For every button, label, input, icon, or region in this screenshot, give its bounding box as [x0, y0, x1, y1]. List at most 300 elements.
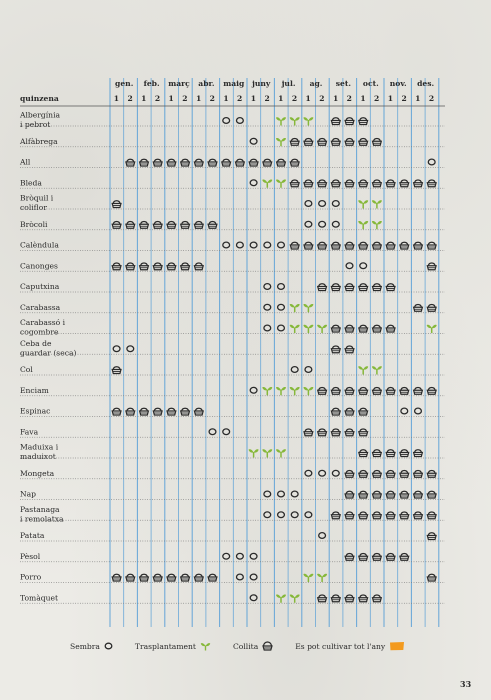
- crop-name: coliflor: [20, 203, 47, 212]
- legend-tot-any-label: Es pot cultivar tot l'any: [295, 641, 386, 651]
- seed-circle-icon: [305, 512, 312, 518]
- half-label: 2: [182, 94, 188, 103]
- harvest-basket-icon: [414, 242, 423, 249]
- seedling-icon: [358, 221, 368, 229]
- month-label: juny: [252, 79, 271, 88]
- harvest-basket-icon: [263, 159, 272, 166]
- harvest-basket-icon: [112, 201, 121, 208]
- harvest-basket-icon: [290, 180, 299, 187]
- crop-name: Bleda: [20, 178, 42, 188]
- harvest-basket-icon: [386, 242, 395, 249]
- harvest-basket-icon: [359, 491, 368, 498]
- seed-circle-icon: [250, 180, 257, 186]
- legend-trasplantament: [135, 641, 211, 651]
- seed-circle-icon: [250, 553, 257, 559]
- harvest-basket-icon: [140, 263, 149, 270]
- harvest-basket-icon: [140, 159, 149, 166]
- harvest-basket-icon: [331, 595, 340, 602]
- harvest-basket-icon: [277, 159, 286, 166]
- harvest-basket-icon: [153, 221, 162, 228]
- harvest-basket-icon: [167, 263, 176, 270]
- harvest-basket-icon: [427, 470, 436, 477]
- harvest-basket-icon: [208, 221, 217, 228]
- harvest-basket-icon: [345, 242, 354, 249]
- legend-sembra-label: Sembra: [70, 641, 100, 651]
- year-round-swatch-icon: [389, 641, 405, 651]
- crop-name: Carabassó i: [20, 318, 66, 327]
- harvest-basket-icon: [359, 450, 368, 457]
- harvest-basket-icon: [414, 304, 423, 311]
- harvest-basket-icon: [181, 574, 190, 581]
- harvest-basket-icon: [414, 180, 423, 187]
- harvest-basket-icon: [345, 387, 354, 394]
- harvest-basket-icon: [331, 512, 340, 519]
- legend-trasplantament-label: Trasplantament: [134, 641, 196, 651]
- harvest-basket-icon: [386, 491, 395, 498]
- harvest-basket-icon: [167, 159, 176, 166]
- seed-circle-icon: [264, 512, 271, 518]
- half-label: 1: [360, 94, 366, 103]
- seed-circle-icon: [415, 408, 422, 414]
- harvest-basket-icon: [359, 470, 368, 477]
- harvest-basket-icon: [373, 553, 382, 560]
- crop-name: Col: [20, 365, 33, 375]
- seedling-icon: [262, 449, 272, 457]
- harvest-basket-icon: [359, 408, 368, 415]
- harvest-basket-icon: [331, 180, 340, 187]
- harvest-basket-icon: [359, 553, 368, 560]
- seed-circle-icon: [278, 284, 285, 290]
- seedling-icon: [290, 594, 300, 602]
- harvest-basket-icon: [359, 284, 368, 291]
- harvest-basket-icon: [359, 325, 368, 332]
- harvest-basket-icon: [373, 387, 382, 394]
- seed-circle-icon: [264, 242, 271, 248]
- seedling-icon: [262, 179, 272, 187]
- harvest-basket-icon: [345, 346, 354, 353]
- half-label: 1: [332, 94, 339, 103]
- seed-circle-icon: [237, 553, 244, 559]
- crop-name: guardar (seca): [20, 348, 77, 358]
- harvest-basket-icon: [345, 408, 354, 415]
- harvest-basket-icon: [386, 284, 395, 291]
- harvest-basket-icon: [236, 159, 245, 166]
- seed-circle-icon: [278, 491, 285, 497]
- harvest-basket-icon: [427, 574, 436, 581]
- harvest-basket-icon: [126, 159, 135, 166]
- crop-name: Albergínia: [20, 110, 61, 120]
- seedling-icon: [303, 574, 313, 582]
- quinzena-label: quinzena: [20, 94, 59, 103]
- harvest-basket-icon: [208, 159, 217, 166]
- harvest-basket-icon: [427, 512, 436, 519]
- harvest-basket-icon: [386, 387, 395, 394]
- harvest-basket-icon: [400, 553, 409, 560]
- seed-circle-icon: [291, 367, 298, 373]
- harvest-basket-icon: [331, 325, 340, 332]
- harvest-basket-icon: [331, 429, 340, 436]
- seed-circle-icon: [209, 429, 216, 435]
- seed-circle-icon: [305, 367, 312, 373]
- seed-circle-icon: [305, 201, 312, 207]
- month-label: gen.: [115, 79, 134, 88]
- harvest-basket-icon: [359, 118, 368, 125]
- crop-name: Patata: [20, 531, 45, 541]
- harvest-basket-icon: [427, 180, 436, 187]
- seed-circle-icon: [401, 408, 408, 414]
- harvest-basket-icon: [386, 470, 395, 477]
- seed-circle-icon: [264, 491, 271, 497]
- harvest-basket-icon: [414, 512, 423, 519]
- half-label: 1: [195, 94, 202, 103]
- half-label: 2: [154, 94, 161, 103]
- seed-circle-icon: [250, 574, 257, 580]
- harvest-basket-icon: [318, 180, 327, 187]
- seed-circle-icon: [319, 470, 326, 476]
- seed-circle-icon: [264, 304, 271, 310]
- seed-circle-icon: [332, 201, 339, 207]
- harvest-basket-icon: [373, 138, 382, 145]
- seed-circle-icon: [305, 470, 312, 476]
- seedling-icon: [290, 325, 300, 333]
- legend-tot-any: [295, 641, 405, 651]
- harvest-basket-icon: [112, 221, 121, 228]
- half-label: 1: [387, 94, 394, 103]
- harvest-basket-icon: [331, 346, 340, 353]
- harvest-basket-icon: [112, 574, 121, 581]
- seedling-icon: [249, 449, 259, 457]
- legend: [70, 638, 430, 654]
- half-label: 1: [223, 94, 229, 103]
- harvest-basket-icon: [373, 512, 382, 519]
- harvest-basket-icon: [249, 159, 258, 166]
- month-label: març: [168, 79, 190, 88]
- crop-name: Caputxina: [20, 282, 60, 292]
- seedling-icon: [276, 138, 286, 146]
- crop-name: All: [20, 157, 31, 167]
- harvest-basket-icon: [427, 491, 436, 498]
- half-label: 2: [209, 94, 215, 103]
- harvest-basket-icon: [318, 429, 327, 436]
- harvest-basket-icon: [386, 553, 395, 560]
- seed-circle-icon: [319, 221, 326, 227]
- harvest-basket-icon: [373, 180, 382, 187]
- harvest-basket-icon: [153, 159, 162, 166]
- month-label: set.: [335, 79, 352, 88]
- half-label: 2: [401, 94, 407, 103]
- harvest-basket-icon: [359, 180, 368, 187]
- harvest-basket-icon: [373, 325, 382, 332]
- harvest-basket-icon: [373, 284, 382, 291]
- harvest-basket-icon: [345, 491, 354, 498]
- harvest-basket-icon: [414, 470, 423, 477]
- crop-name: Mongeta: [20, 468, 55, 478]
- crop-name: Tomàquet: [20, 593, 59, 603]
- seedling-icon: [372, 200, 382, 208]
- crop-name: Bròquil i: [20, 193, 54, 203]
- seedling-icon: [276, 594, 286, 602]
- harvest-basket-icon: [345, 284, 354, 291]
- harvest-basket-icon: [126, 574, 135, 581]
- seed-circle-icon: [291, 491, 298, 497]
- seed-circle-icon: [264, 284, 271, 290]
- harvest-basket-icon: [373, 470, 382, 477]
- seedling-icon: [303, 325, 313, 333]
- harvest-basket-icon: [386, 180, 395, 187]
- seedling-icon: [290, 387, 300, 395]
- seed-circle-icon: [278, 304, 285, 310]
- harvest-basket-icon: [345, 512, 354, 519]
- harvest-basket-icon: [194, 221, 203, 228]
- seed-circle-icon: [223, 553, 230, 559]
- harvest-basket-icon: [318, 387, 327, 394]
- seedling-icon: [290, 304, 300, 312]
- seed-circle-icon: [319, 201, 326, 207]
- harvest-basket-icon: [126, 408, 135, 415]
- harvest-basket-icon: [345, 180, 354, 187]
- crop-name: Pèsol: [20, 551, 41, 561]
- harvest-basket-icon: [386, 512, 395, 519]
- harvest-basket-icon: [414, 450, 423, 457]
- seedling-icon: [290, 117, 300, 125]
- seedling-icon: [372, 221, 382, 229]
- harvest-basket-icon: [345, 138, 354, 145]
- seedling-icon: [317, 325, 327, 333]
- harvest-basket-icon: [167, 408, 176, 415]
- harvest-basket-icon: [331, 242, 340, 249]
- harvest-basket-icon: [290, 242, 299, 249]
- harvest-basket-icon: [304, 138, 313, 145]
- harvest-basket-icon: [345, 470, 354, 477]
- half-label: 2: [237, 94, 243, 103]
- seed-circle-icon: [250, 387, 257, 393]
- month-label: feb.: [143, 79, 160, 88]
- harvest-basket-icon: [140, 221, 149, 228]
- seed-circle-icon: [223, 242, 230, 248]
- seed-circle-icon: [332, 221, 339, 227]
- crop-name: Carabassa: [20, 302, 61, 312]
- harvest-basket-icon: [181, 159, 190, 166]
- harvest-basket-icon: [345, 325, 354, 332]
- half-label: 1: [141, 94, 147, 103]
- harvest-basket-icon: [359, 595, 368, 602]
- harvest-basket-icon: [373, 491, 382, 498]
- seedling-icon: [276, 449, 286, 457]
- harvest-basket-icon: [208, 574, 217, 581]
- harvest-basket-icon: [359, 387, 368, 394]
- month-label: nov.: [389, 79, 407, 88]
- seedling-icon: [276, 179, 286, 187]
- seed-circle-icon: [127, 346, 134, 352]
- harvest-basket-icon: [181, 263, 190, 270]
- harvest-basket-icon: [331, 118, 340, 125]
- harvest-basket-icon: [345, 553, 354, 560]
- half-label: 1: [113, 94, 120, 103]
- harvest-basket-icon: [153, 263, 162, 270]
- seedling-icon: [358, 366, 368, 374]
- seedling-icon: [317, 574, 327, 582]
- half-label: 2: [319, 94, 325, 103]
- month-label: jul.: [281, 79, 296, 88]
- harvest-basket-icon: [359, 138, 368, 145]
- harvest-basket-icon: [304, 180, 313, 187]
- harvest-basket-icon: [126, 221, 135, 228]
- harvest-basket-icon: [427, 533, 436, 540]
- seed-circle-icon: [305, 221, 312, 227]
- harvest-basket-icon: [345, 429, 354, 436]
- harvest-basket-icon: [345, 595, 354, 602]
- crop-name: cogombre: [20, 327, 59, 337]
- harvest-basket-icon: [153, 574, 162, 581]
- crop-name: maduixot: [20, 452, 56, 461]
- seedling-icon: [200, 641, 211, 651]
- seed-circle-icon: [223, 429, 230, 435]
- harvest-basket-icon: [318, 242, 327, 249]
- harvest-basket-icon: [126, 263, 135, 270]
- month-label: oct.: [362, 79, 379, 88]
- harvest-basket-icon: [386, 325, 395, 332]
- harvest-basket-icon: [331, 138, 340, 145]
- seed-circle-icon: [237, 242, 244, 248]
- harvest-basket-icon: [359, 242, 368, 249]
- seed-circle-icon: [237, 574, 244, 580]
- month-label: ag.: [309, 79, 323, 88]
- seed-circle-icon: [291, 512, 298, 518]
- seedling-icon: [303, 117, 313, 125]
- harvest-basket-icon: [400, 512, 409, 519]
- half-label: 2: [291, 94, 298, 103]
- seed-circle-icon: [113, 346, 120, 352]
- crop-name: Espinac: [20, 406, 51, 416]
- harvest-basket-icon: [331, 387, 340, 394]
- harvest-basket-icon: [400, 450, 409, 457]
- page-number: 33: [460, 679, 472, 689]
- harvest-basket-icon: [400, 470, 409, 477]
- harvest-basket-icon: [373, 242, 382, 249]
- harvest-basket-icon: [222, 159, 231, 166]
- harvest-basket-icon: [373, 450, 382, 457]
- seedling-icon: [358, 200, 368, 208]
- seedling-icon: [276, 117, 286, 125]
- crop-name: Nap: [20, 489, 37, 499]
- crop-name: Maduixa i: [20, 442, 59, 452]
- harvest-basket-icon: [140, 408, 149, 415]
- seed-circle-icon: [264, 325, 271, 331]
- harvest-basket-icon: [414, 491, 423, 498]
- half-label: 2: [127, 94, 133, 103]
- harvest-basket-icon: [427, 387, 436, 394]
- seed-circle-icon: [278, 325, 285, 331]
- seed-circle-icon: [237, 118, 244, 124]
- harvest-basket-icon: [153, 408, 162, 415]
- half-label: 1: [305, 94, 311, 103]
- harvest-basket-icon: [112, 263, 121, 270]
- crop-name: i pebrot: [20, 120, 51, 129]
- crop-name: Calèndula: [20, 240, 59, 250]
- half-label: 1: [168, 94, 174, 103]
- seed-circle-icon: [278, 512, 285, 518]
- seed-circle-icon: [250, 138, 257, 144]
- harvest-basket-icon: [386, 450, 395, 457]
- half-label: 2: [264, 94, 270, 103]
- harvest-basket-icon: [427, 263, 436, 270]
- harvest-basket-icon: [181, 221, 190, 228]
- harvest-basket-icon: [290, 138, 299, 145]
- legend-collita: [233, 641, 273, 651]
- crop-name: Canonges: [20, 261, 58, 271]
- harvest-basket-icon: [318, 138, 327, 145]
- crop-name: Bròcoli: [20, 219, 48, 229]
- harvest-basket-icon: [290, 159, 299, 166]
- seedling-icon: [303, 387, 313, 395]
- legend-collita-label: Collita: [232, 641, 259, 651]
- harvest-basket-icon: [331, 284, 340, 291]
- crop-name: Enciam: [20, 385, 49, 395]
- seed-circle-icon: [250, 242, 257, 248]
- seed-circle-icon: [319, 533, 326, 539]
- harvest-basket-icon: [181, 408, 190, 415]
- harvest-basket-icon: [359, 429, 368, 436]
- harvest-basket-icon: [167, 574, 176, 581]
- harvest-basket-icon: [414, 387, 423, 394]
- seedling-icon: [427, 325, 437, 333]
- harvest-basket-icon: [373, 595, 382, 602]
- crop-name: i remolatxa: [20, 514, 64, 524]
- seed-circle-icon: [332, 470, 339, 476]
- harvest-basket-icon: [194, 574, 203, 581]
- seed-circle-icon: [346, 263, 353, 269]
- month-label: maig: [223, 79, 245, 88]
- harvest-basket-icon: [331, 408, 340, 415]
- month-label: des.: [417, 79, 435, 88]
- crop-name: Fava: [20, 427, 39, 437]
- crop-name: Pastanaga: [20, 504, 60, 514]
- half-label: 1: [250, 94, 257, 103]
- harvest-basket-icon: [304, 242, 313, 249]
- seed-circle-icon: [104, 642, 113, 650]
- harvest-basket-icon: [262, 641, 273, 651]
- harvest-basket-icon: [400, 242, 409, 249]
- half-label: 2: [428, 94, 435, 103]
- seed-circle-icon: [278, 242, 285, 248]
- harvest-basket-icon: [167, 221, 176, 228]
- harvest-basket-icon: [194, 263, 203, 270]
- crop-name: Porro: [20, 572, 42, 582]
- harvest-basket-icon: [318, 284, 327, 291]
- half-label: 1: [415, 94, 421, 103]
- harvest-basket-icon: [304, 429, 313, 436]
- harvest-basket-icon: [427, 304, 436, 311]
- seed-circle-icon: [250, 595, 257, 601]
- harvest-basket-icon: [400, 491, 409, 498]
- seedling-icon: [303, 304, 313, 312]
- month-label: abr.: [198, 79, 215, 88]
- harvest-basket-icon: [318, 595, 327, 602]
- half-label: 2: [374, 94, 380, 103]
- harvest-basket-icon: [400, 180, 409, 187]
- crop-name: Ceba de: [20, 338, 52, 348]
- harvest-basket-icon: [194, 159, 203, 166]
- harvest-basket-icon: [140, 574, 149, 581]
- harvest-basket-icon: [359, 512, 368, 519]
- seed-circle-icon: [360, 263, 367, 269]
- half-label: 1: [278, 94, 284, 103]
- half-label: 2: [346, 94, 352, 103]
- seed-circle-icon: [223, 118, 230, 124]
- legend-sembra: [70, 642, 113, 651]
- crop-name: Alfàbrega: [20, 136, 58, 146]
- harvest-basket-icon: [194, 408, 203, 415]
